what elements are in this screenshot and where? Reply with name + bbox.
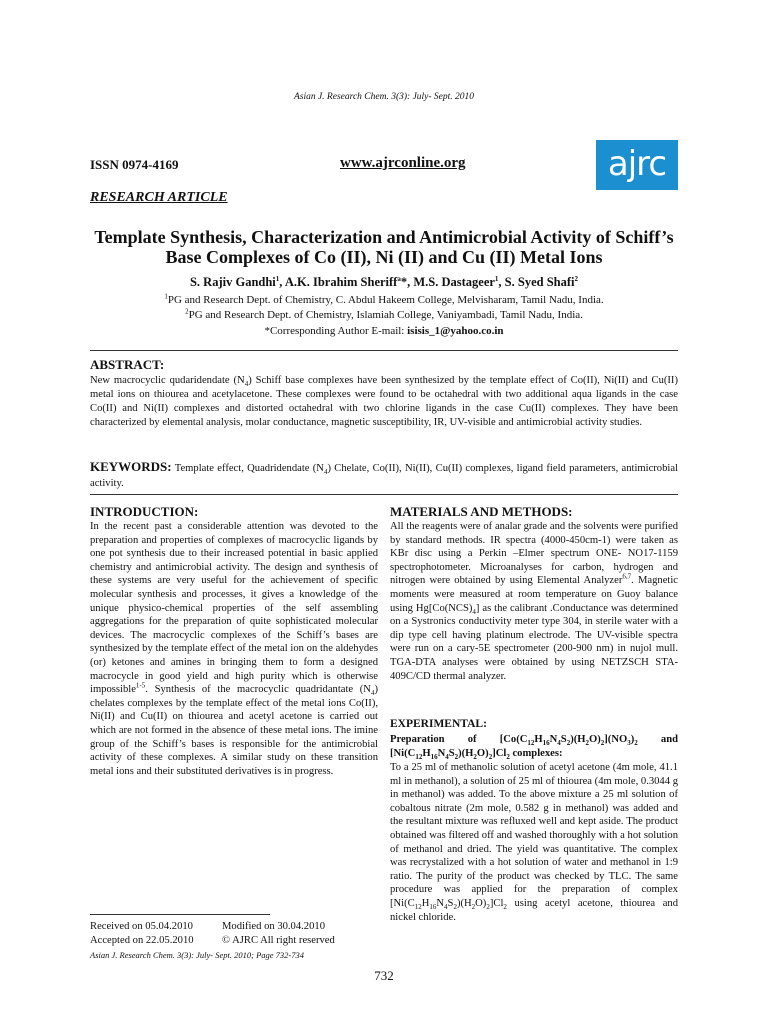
g8: complexes: (509, 747, 563, 759)
paper-title (80, 227, 688, 267)
g5: )(H (458, 747, 474, 759)
materials-heading: MATERIALS AND METHODS: (390, 504, 573, 519)
s3: 4 (557, 739, 561, 748)
s6: 2 (600, 739, 605, 748)
s7: 3 (627, 739, 631, 748)
g1: [Ni(C (390, 747, 416, 759)
divider-top (90, 350, 678, 351)
keywords (90, 459, 678, 491)
copyright: © AJRC All right reserved (222, 935, 335, 946)
t5: 2 (473, 752, 477, 761)
affiliation-2-sup: 2 (185, 307, 189, 316)
f4: S (560, 734, 567, 745)
website-link[interactable]: www.ajrconline.org (340, 155, 466, 171)
intro-part-1: In the recent past a considerable attention was devoted to the preparation and properties of complexes of macrocyclic ligands by one pot synthesis due to their increased potential in basic applied chemistry and antimicrobial activity. The design and synthesis of these systems are very useful for the achievement of specific molecular synthesis and processes, it gives a knowledge of the unique physico-chemical properties of the self assembling aggregations for the preparation of quite sophisticated molecular devices. The macrocyclic complexes of the Schiff’s bases are synthesized by the template effect of the metal ion on the aldehydes (or) ketones and amines in bringing them to form a designed macrocycle in good yield and high purity which is otherwise impossible (90, 521, 378, 696)
f5: )(H (570, 734, 586, 745)
exp-part-8: using acetyl acetone, thiourea and nickel chloride. (390, 897, 678, 923)
corresponding-author (80, 325, 688, 338)
t2: 16 (430, 752, 438, 761)
citation: Asian J. Research Chem. 3(3): July- Sept. 2010; Page 732-734 (90, 950, 305, 960)
s5: 2 (585, 739, 589, 748)
f1: [Co(C (499, 734, 528, 745)
q2: 16 (429, 903, 437, 912)
accepted-date: Accepted on 22.05.2010 (90, 935, 194, 946)
abstract-heading: ABSTRACT: (90, 357, 165, 372)
exp-part-4: S (447, 897, 454, 909)
author-1-sup: 1 (275, 274, 280, 283)
materials-text (390, 520, 678, 683)
exp-part-3: N (436, 897, 445, 909)
divider-middle (90, 494, 678, 495)
keywords-sub: 4 (323, 468, 328, 477)
author-4-sup: 2 (574, 274, 578, 283)
keywords-part-1: Template effect, Quadridendate (N (171, 463, 324, 474)
exp-part-6: O) (475, 897, 487, 909)
corresponding-label: *Corresponding Author E-mail: (264, 325, 408, 337)
modified-date: Modified on 30.04.2010 (222, 921, 325, 932)
g3: N (437, 747, 446, 759)
title-line-1: Template Synthesis, Characterization and Antimicrobial Activity of Schiff’s (94, 227, 674, 247)
and: and (637, 734, 679, 745)
q4: 2 (453, 903, 457, 912)
experimental-text (390, 761, 678, 924)
author-2: , A.K. Ibrahim Sheriff (279, 275, 398, 289)
affiliation-1-sup: 1 (164, 292, 168, 301)
q1: 12 (414, 903, 422, 912)
received-date: Received on 05.04.2010 (90, 921, 193, 932)
affiliation-2-text: PG and Research Dept. of Chemistry, Islamiah College, Vaniyambadi, Tamil Nadu, India. (188, 309, 583, 321)
intro-part-2: . Synthesis of the macrocyclic quadridantate (N (145, 684, 371, 696)
q5: 2 (471, 903, 476, 912)
author-2-sup: a (397, 274, 401, 283)
intro-ref: 1-5 (135, 681, 146, 690)
author-3-sup: 1 (494, 274, 499, 283)
affiliation-1-text: PG and Research Dept. of Chemistry, C. Abdul Hakeem College, Melvisharam, Tamil Nadu, India. (167, 294, 604, 306)
materials-part-3: ] as the calibrant .Conductance was determined on a Systronics conductivity meter type 304, in sterile water with a dip type cell having platinum electrode. The UV-visible spectra were run on a cary-5E spectrometer (200-900 nm) in nujol mull. TGA-DTA analyses were obtained by using NETZSCH STA-409C/CD thermal analyzer. (390, 602, 678, 682)
g6: O) (476, 747, 489, 759)
t4: 2 (454, 752, 459, 761)
journal-header: Asian J. Research Chem. 3(3): July- Sept. 2010 (293, 92, 475, 102)
s1: 12 (527, 739, 535, 748)
prep-label: Preparation of (390, 734, 500, 745)
q6: 2 (486, 903, 490, 912)
s4: 2 (566, 739, 571, 748)
materials-part-1: All the reagents were of analar grade and the solvents were purified by standard methods. IR spectra (4000-450cm-1) were taken as KBr disc using a Perkin –Elmer spectrum ONE- NO17-1159 spectrophotometer. Microanalyses for carbon, hydrogen and nitrogen were obtained by using Elemental Analyzer (390, 521, 678, 587)
f8: ) (630, 734, 635, 745)
footer-divider (90, 914, 270, 915)
materials-sub: 4 (472, 607, 476, 616)
abstract-part-2: ) Schiff base complexes have been synthesized by the template effect of Co(II), Ni(II) and Cu(II) metal ions on thiourea and acetylacetone. These complexes were found to be octahedral with two additional aqua ligands in the case Co(II) and Ni(II) complexes and distorted octahedral with two chlorine ligands in the case Cu(II) complexes. They have been characterized by elemental analysis, molar conductance, magnetic susceptibility, IR, UV-visible and antimicrobial activity studies. (90, 375, 678, 428)
author-3: *, M.S. Dastageer (400, 275, 495, 289)
t7: 2 (506, 752, 510, 761)
f2: H (534, 734, 543, 745)
materials-part-2: . Magnetic moments were measured at room temperature on Guoy balance using Hg[Co(NCS) (390, 575, 678, 614)
f3: N (549, 734, 558, 745)
exp-part-7: ]Cl (489, 897, 504, 909)
intro-part-3: ) chelates complexes by the template effect of the metal ions Co(II), Ni(II) and Cu(II) on thiourea and acetyl acetone is carried out which are not formed in the absence of these metal ions. The imine group of the Schiff’s bases is responsible for the antimicrobial activity of these complexes. A similar study on these transition metal ions and their substituted derivatives is in progress. (90, 684, 378, 777)
g7: ]Cl (492, 747, 507, 759)
introduction-text (90, 520, 378, 778)
preparation-heading (390, 733, 678, 760)
exp-part-2: H (421, 897, 430, 909)
page-number: 732 (374, 968, 394, 983)
issn: ISSN 0974-4169 (90, 157, 179, 172)
affiliation-1 (80, 294, 688, 307)
t6: 2 (488, 752, 493, 761)
q7: 2 (503, 903, 507, 912)
intro-sub: 4 (370, 689, 375, 698)
exp-part-1: To a 25 ml of methanolic solution of acetyl acetone (4m mole, 41.1 ml in methanol), a solution of 25 ml of thiourea (4m mole, 0.3044 g in methanol) was added. To the above mixture a 25 ml solution of cobaltous nitrate (2m mole, 0.582 g in methanol) was added and the resultant mixture was refluxed well and kept aside. The product obtained was filtered off and washed thoroughly with a hot solution of methanol and dried. The yield was quantitative. The complex was recrystalized with a hot solution of water and methanol in 1:9 ratio. The purity of the product was checked by TLC. The same procedure was applied for the preparation of complex [Ni(C (390, 762, 678, 909)
s8: 2 (634, 739, 638, 748)
f7: ](NO (604, 734, 628, 745)
experimental-heading: EXPERIMENTAL: (390, 718, 487, 730)
corresponding-email[interactable]: isisis_1@yahoo.co.in (407, 325, 504, 337)
g2: H (422, 747, 431, 759)
authors (80, 275, 688, 290)
abstract-sub: 4 (244, 380, 249, 389)
ajrc-logo: ajrc (596, 140, 678, 190)
title-line-2: Base Complexes of Co (II), Ni (II) and Cu (II) Metal Ions (165, 247, 603, 267)
abstract-text (90, 374, 678, 430)
exp-part-5: )(H (456, 897, 472, 909)
t3: 4 (445, 752, 449, 761)
t1: 12 (415, 752, 423, 761)
s2: 16 (542, 739, 550, 748)
g4: S (448, 747, 455, 759)
introduction-heading: INTRODUCTION: (90, 504, 199, 519)
materials-ref: 6,7 (622, 572, 632, 581)
abstract-part-1: New macrocyclic qudaridendate (N (90, 375, 245, 386)
keywords-part-2: ) Chelate, Co(II), Ni(II), Cu(II) complexes, ligand field parameters, antimicrobial activity. (90, 463, 678, 489)
keywords-label: KEYWORDS: (90, 459, 172, 474)
affiliation-2 (80, 309, 688, 322)
author-1: S. Rajiv Gandhi (189, 275, 276, 289)
author-4: , S. Syed Shafi (498, 275, 575, 289)
article-type: RESEARCH ARTICLE (90, 190, 228, 205)
q3: 4 (444, 903, 448, 912)
f6: O) (588, 734, 601, 745)
